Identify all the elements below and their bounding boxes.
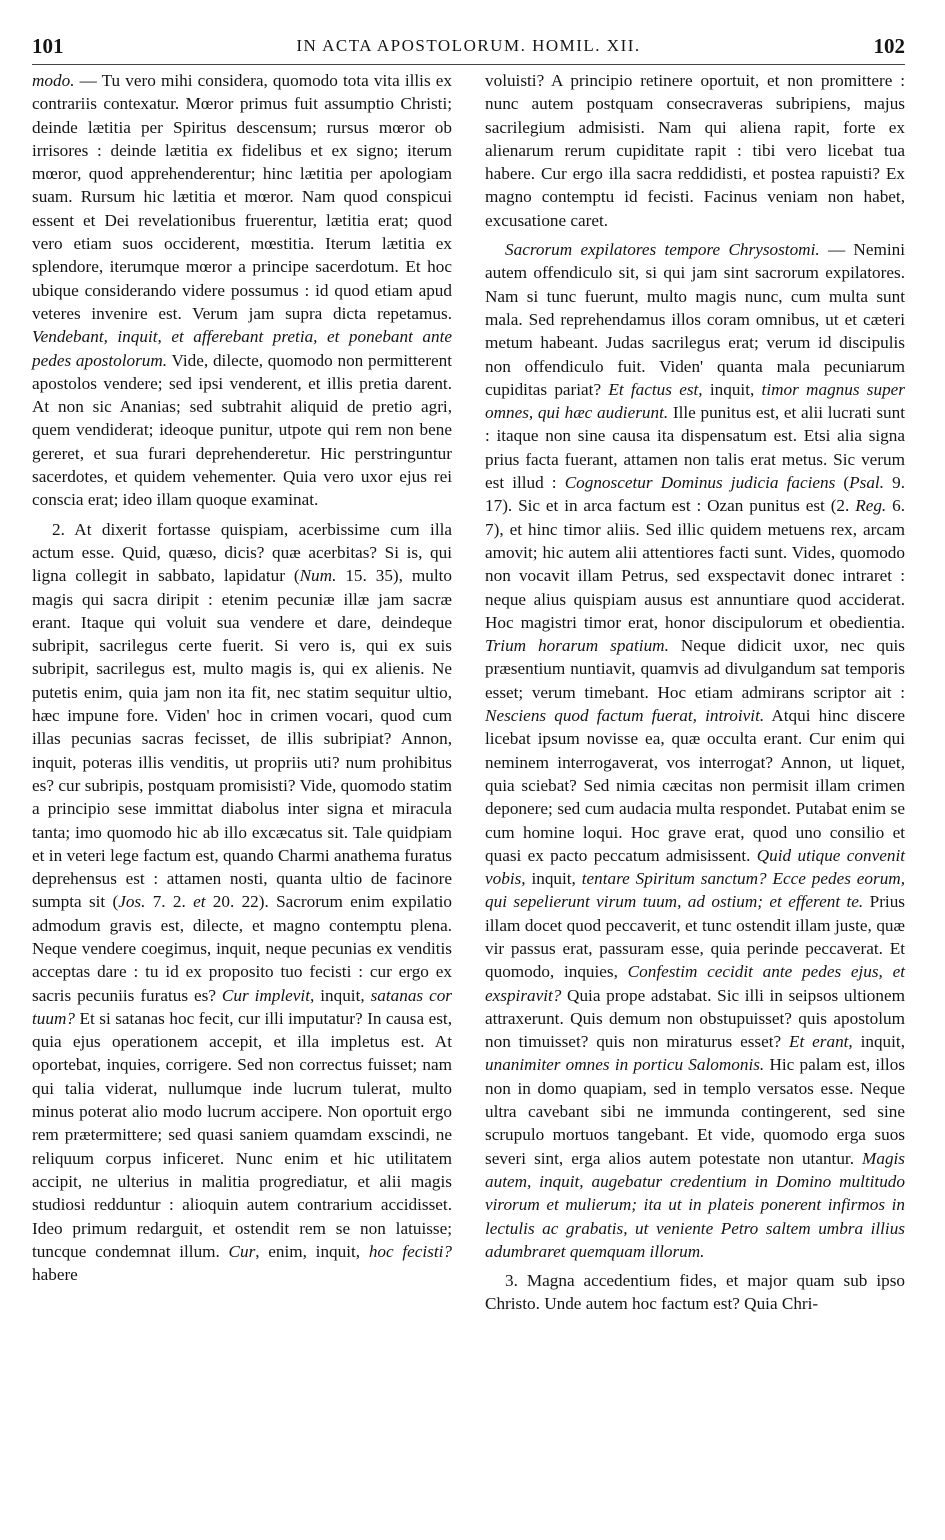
text-span: Hic palam est, illos non in domo quapiam, sed in templo versatos esse. Neque ultra cavebant sibi ne immunda contingerent, sed sine scrupulo mortuos tangebant. Et vide, quomodo erga suos severi sint, erga alios autem potestate non utantur. [485, 1055, 905, 1168]
text-span: Prius illam docet quod peccaverit, et tunc ostendit illam juste, quæ vir passus erat, passuram esse, quia perinde peccaverat. Et quomodo, inquies, [485, 892, 905, 982]
running-header [32, 34, 905, 65]
text-span: 3. Magna accedentium fides, et major quam sub ipso Christo. Unde autem hoc factum est? Quia Chri- [485, 1271, 905, 1314]
text-span: 6. 7), et hinc timor aliis. Sed illic quidem metuens rex, arcam amovit; hic autem alii attentiores facti sunt. Vides, quomodo non vocavit illam Petrus, sed exspectavit donec intraret : neque alius quispiam ausus est annuntiare quod acciderat. Hoc magistri timor erat, honor discipulorum et obedientia. [485, 496, 905, 632]
italic-span: modo. [32, 71, 75, 90]
text-span: inquit, [852, 1032, 906, 1052]
page-number-left: 101 [32, 34, 64, 58]
reference-span: Num. [299, 566, 337, 586]
text-span: Neque didicit uxor, nec quis præsentium nuntiavit, quamvis ad divulgandum sat temporis esset; verum timebant. Hoc etiam admirans scriptor ait : [485, 636, 905, 702]
italic-span: Trium horarum spatium. [485, 636, 669, 656]
text-span: inquit, [702, 379, 755, 399]
text-span: Ille punitus est, et alii lucrati sunt : itaque non sine causa ita dispensatum est. Etsi alia signa prius facta fuerant, attamen non talis erat metus. Sic verum est illud : [485, 403, 905, 493]
italic-span: Confestim cecidit ante pedes ejus, et exspiravit? [485, 962, 906, 1005]
italic-span: hoc fecisti? [368, 1241, 452, 1261]
text-span: 7. 2. [145, 892, 194, 912]
text-span: 2. At dixerit fortasse quispiam, acerbissime cum illa actum esse. Quid, quæso, dicis? quæ acerbitas? Si is, qui ligna collegit in sabbato, lapidatur ( [32, 519, 452, 586]
italic-span: unanimiter omnes in porticu Salomonis. [485, 1055, 765, 1075]
text-span: habere [32, 1265, 78, 1285]
section-heading: Sacrorum expilatores tempore Chrysostomi. [505, 240, 820, 260]
italic-span: Vendebant, inquit, et afferebant pretia, et ponebant ante pedes apostolorum. [32, 327, 452, 370]
italic-span: Magis autem, inquit, augebatur credentium in Domino multitudo virorum et mulierum; ita ut in plateis ponerent infirmos in lectulis ac grabatis, ut veniente Petro saltem umbra illius adumbraret quemquam illorum. [485, 1148, 905, 1261]
paragraph-3 [485, 1269, 905, 1316]
text-span: Et si satanas hoc fecit, cur illi imputatur? In causa est, quia ejus operationem accepit, et illa impletus est. At oportebat, inquies, corrigere. Sed non correctus fuisset; nam qui talia viderat, nullumque inde lucrum tulerat, multo minus poterat alio modo lucrum accipere. Non oportuit ergo rem prætermittere; sed quasi saniem quamdam exscindi, ne reliquum corpus inficeret. Nunc enim et hic utilitatem accipit, ne ulterius in malitia progrediatur, et alii magis studiosi redduntur : alioquin autem contrarium accidisset. Ideo primum redarguit, et ostendit rem se non latuisse; tuncque condemnat illum. [32, 1008, 452, 1261]
text-span: , inquit, [309, 985, 365, 1005]
page-number-right: 102 [873, 34, 905, 58]
reference-span: Reg. [855, 496, 887, 516]
text-span: — Tu vero mihi considera, quomodo tota vita illis ex contrariis contexatur. Mœror primus fuit assumptio Christi; deinde lætitia per Spiritus descensum; rursus mœror ob irrisores : deinde lætitia ex fidelibus et ex signo; iterum mœror, quod apprehenderentur; hinc lætitia per apologiam suam. Rursum hic lætitia et mœror. Nam quod conspicui essent et Dei revelationibus fruerentur, lætitia erat; quod vero etiam suos occiderent, mœstitia. Iterum lætitia ex splendore, iterumque mœror a principe sacerdotum. Et hoc ubique considerando videre possumus : id quod etiam apud veteres invenire est. Verum jam supra dicta repetamus. [32, 71, 452, 323]
italic-span: Cognoscetur Dominus judicia faciens [564, 473, 836, 493]
text-span: ( [835, 473, 850, 493]
italic-span: Et factus est, [608, 379, 703, 399]
text-span: voluisti? A principio retinere oportuit, et non promittere : nunc autem postquam consecraveras subripiens, majus sacrilegium admisisti. Nam qui aliena rapit, forte ex alienarum rerum cupiditate rapit : tibi vero licebat tua habere. Cur ergo illa sacra reddidisti, et postea rapuisti? Ex magno contemptu id fecisti. Facinus veniam non habet, excusatione caret. [485, 71, 905, 230]
reference-span: Jos. [118, 892, 146, 912]
left-column [32, 69, 452, 1316]
text-span: Atqui hinc discere licebat ipsum novisse ea, quæ occulta erant. Cur enim qui neminem interrogaverat, vos interrogat? Annon, ut liquet, quia sciebat? Sed nimia cæcitas non permisit illam crimen deponere; sed cum audacia multa respondet. Putabat enim se cum homine loqui. Hoc grave erat, quod uno consilio et quasi ex pacto peccatum admisissent. [485, 706, 905, 865]
text-span: Quia prope adstabat. Sic illi in seipsos ultionem attraxerunt. Quis demum non obstupuisset? quis apostolum non timuisset? quis non miraturus esset? [485, 985, 905, 1052]
text-span: — Nemini autem offendiculo sit, si qui jam sint sacrorum expilatores. Nam si tunc fuerunt, multo magis nunc, cum multa sunt mala. Sed reprehendamus illos coram omnibus, ut et cæteri metum habeant. Judas sacrilegus erat; verum id discipulis non offendiculo fuit. Viden' quanta mala pecuniarum cupiditas pariat? [485, 240, 905, 399]
reference-span: et [193, 892, 206, 912]
italic-span: tentare Spiritum sanctum? Ecce pedes eorum, qui sepelierunt virum tuum, ad ostium; et efferent te. [485, 869, 906, 912]
italic-span: Nesciens quod factum fuerat, introivit. [485, 706, 765, 726]
italic-span: Cur implevit [221, 985, 310, 1005]
italic-span: Quid utique convenit vobis, [485, 845, 905, 889]
paragraph-2 [32, 518, 452, 1287]
italic-span: Cur [228, 1241, 256, 1261]
text-span: 9. 17). Sic et in arca factum est : Ozan punitus est (2. [485, 473, 905, 516]
running-title: IN ACTA APOSTOLORUM. HOMIL. XII. [296, 36, 641, 55]
text-span: inquit, [525, 869, 576, 889]
text-span: 20. 22). Sacrorum enim expilatio admodum gravis est, dilecte, et magno contemptu plena. Neque vendere coegimus, inquit, neque pecunias ex venditis acceptas dare : tu id ex proposito tuo fecisti : cur ergo ex sacris pecuniis furatus es? [32, 892, 452, 1005]
text-span: , enim, inquit, [255, 1241, 361, 1261]
italic-span: satanas cor tuum? [32, 985, 452, 1028]
text-columns [32, 69, 905, 1316]
right-column [485, 69, 905, 1316]
text-span: Vide, dilecte, quomodo non permitterent apostolos vendere; sed ipsi venderent, et illis pretia darent. At non sic Ananias; sed subtrahit aliquid de pretio agri, quem vendiderat; ideoque punitur, utpote qui rem non bene gereret, et sua furari deprehenderetur. Hic perstringuntur sacerdotes, et quidem vehementer. Quia vero uxor ejus rei conscia erat; ideo illam quoque examinat. [32, 350, 452, 510]
paragraph-continued [485, 69, 905, 232]
text-span: 15. 35), multo magis qui sacra diripit : etenim pecuniæ illæ jam sacræ erant. Itaque qui voluit sua vendere et dare, deindeque subripit, sacrilegus certe fuerit. Si vero is, qui ex suis subripit, sacrilegus est, multo magis is, qui ex alienis. Ne putetis enim, quia jam non ita fit, nec statim sequitur ultio, hæc impune fore. Viden' hoc in crimen vocari, quod cum illas pecunias sacras fecisset, de illis subripiat? Annon, inquit, poteras illis venditis, ut propriis uti? num prohibitus es? cur subripis, postquam promisisti? Vide, quomodo statim a principio sese immittat diabolus inter signa et miracula tanta; imo quomodo hic ab illo excæcatus sit. Tale quidpiam et in veteri lege factum est, quando Charmi anathema furatus deprehensus est : attamen nosti, quanta ultio de facinore sumpta sit ( [32, 566, 452, 912]
italic-span: Et erant, [789, 1032, 853, 1052]
paragraph-sacrorum [485, 238, 905, 1263]
italic-span: timor magnus super omnes, qui hæc audierunt. [485, 379, 905, 423]
paragraph-1 [32, 69, 452, 512]
reference-span: Psal. [849, 473, 884, 493]
